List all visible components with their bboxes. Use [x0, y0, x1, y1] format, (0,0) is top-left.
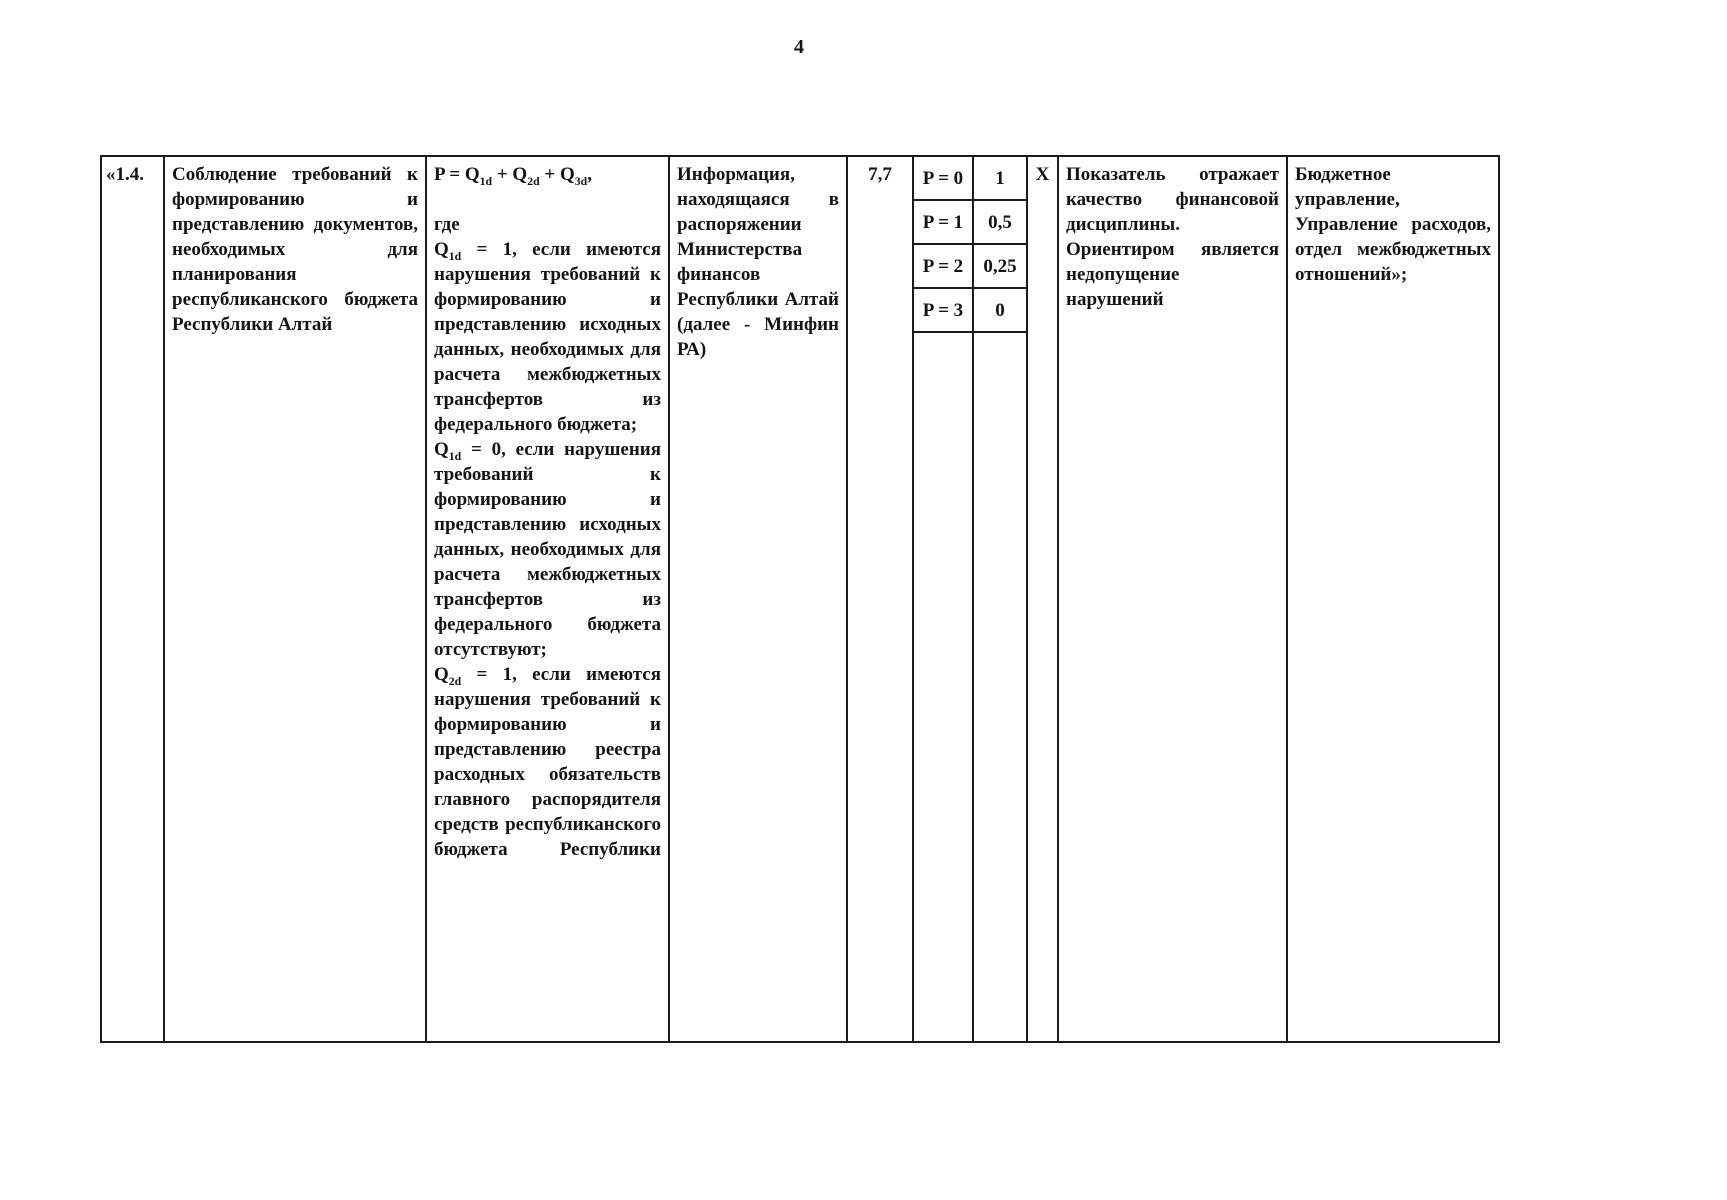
scale-p-label: P = 3 [914, 289, 972, 333]
cell-mark: X [1027, 156, 1058, 1042]
scale-p-label: P = 2 [914, 245, 972, 289]
scale-value: 0,25 [974, 245, 1026, 289]
scale-value: 0 [974, 289, 1026, 333]
cell-description: Показатель отражает качество финансовой дисциплины. Ориентиром является недопущение нарушений [1058, 156, 1287, 1042]
table-row [101, 156, 1499, 1042]
indicators-table [100, 155, 1500, 1043]
cell-responsible-unit: Бюджетное управление, Управление расходов, отдел межбюджетных отношений»; [1287, 156, 1499, 1042]
formula-line: $Q_{1d} = 1$, если имеются нарушения требований к формированию и представлению исходных данных, необходимых для расчета межбюджетных трансфертов из федерального бюджета; [434, 239, 661, 435]
cell-weight: 7,7 [847, 156, 913, 1042]
cell-indicator-name: Соблюдение требований к формированию и представлению документов, необходимых для планирования республиканского бюджета Республики Алтай [164, 156, 426, 1042]
cell-row-number: «1.4. [101, 156, 164, 1042]
formula-line: где [434, 214, 460, 235]
scale-p-label: P = 1 [914, 201, 972, 245]
scale-value: 1 [974, 157, 1026, 201]
formula-line: $Q_{1d} = 0$, если нарушения требований к формированию и представлению исходных данных, необходимых для расчета межбюджетных трансфертов из федерального бюджета отсутствуют; [434, 439, 661, 660]
formula-text [434, 162, 661, 1030]
cell-information-source: Информация, находящаяся в распоряжении Министерства финансов Республики Алтай (далее - Минфин РА) [669, 156, 847, 1042]
scale-p-label: P = 0 [914, 157, 972, 201]
page-number: 4 [794, 36, 804, 58]
scale-value: 0,5 [974, 201, 1026, 245]
formula-line [434, 187, 661, 212]
formula-line: $Q_{2d} = 1$, если имеются нарушения требований к формированию и представлению реестра расходных обязательств главного распорядителя средств республиканского бюджета Республики [434, 664, 661, 860]
formula-line: $P = Q_{1d} + Q_{2d} + Q_{3d}$, [434, 164, 592, 188]
cell-scale-p-column [913, 156, 973, 1042]
cell-scale-value-column [973, 156, 1027, 1042]
cell-formula [426, 156, 669, 1042]
